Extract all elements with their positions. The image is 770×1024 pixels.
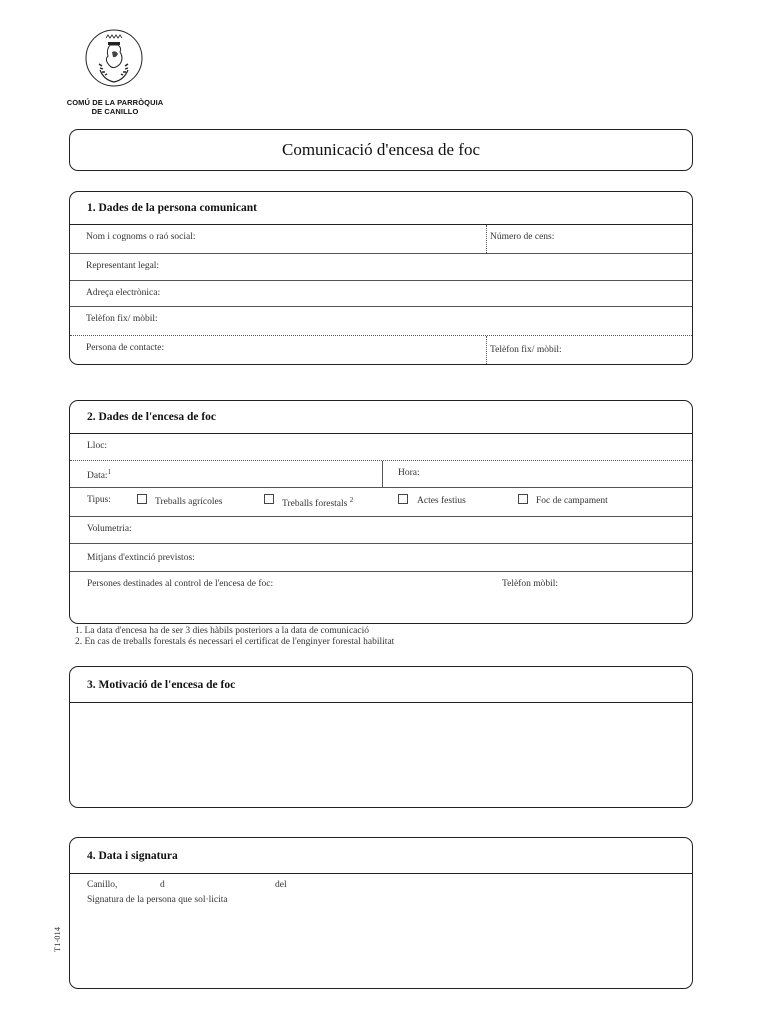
row-volume — [70, 517, 692, 544]
footnote-1: 1. La data d'encesa ha de ser 3 dies hàbils posteriors a la data de comunicació — [75, 626, 369, 636]
organization-name — [60, 98, 170, 116]
option-agricultural-label: Treballs agrícoles — [155, 497, 223, 507]
option-festivities-label: Actes festius — [417, 496, 466, 506]
type-label: Tipus: — [87, 495, 111, 505]
option-campfire-label: Foc de campament — [536, 496, 608, 506]
motivation-textarea[interactable] — [70, 703, 692, 807]
name-field[interactable]: Nom i cognoms o raó social: — [86, 232, 196, 242]
section-4-panel — [69, 837, 693, 989]
checkbox-agricultural[interactable] — [137, 494, 147, 504]
row-representative — [70, 254, 692, 281]
section-2-title: 2. Dades de l'encesa de foc — [70, 401, 692, 434]
checkbox-campfire[interactable] — [518, 494, 528, 504]
legal-representative-field[interactable]: Representant legal: — [86, 261, 160, 271]
date-label: Data: — [87, 471, 108, 482]
row-email — [70, 281, 692, 307]
checkbox-forestry[interactable] — [264, 494, 274, 504]
day-text: d — [160, 880, 165, 890]
footnotes — [75, 626, 394, 647]
divider — [382, 461, 383, 487]
time-field[interactable]: Hora: — [398, 468, 420, 478]
extinction-means-field[interactable]: Mitjans d'extinció previstos: — [87, 553, 195, 563]
row-name — [70, 225, 692, 254]
divider — [486, 336, 487, 364]
row-date-time — [70, 461, 692, 488]
place-text: Canillo, — [87, 880, 118, 890]
mobile-phone-field[interactable]: Telèfon mòbil: — [502, 579, 559, 589]
control-persons-field[interactable]: Persones destinades al control de l'encesa de foc: — [87, 579, 274, 589]
row-means — [70, 544, 692, 572]
row-persons — [70, 572, 692, 622]
section-2-panel — [69, 400, 693, 624]
row-type — [70, 488, 692, 517]
section-3-panel — [69, 666, 693, 808]
form-title: Comunicació d'encesa de foc — [69, 129, 693, 171]
option-forestry-text: Treballs forestals — [282, 499, 348, 510]
place-field[interactable]: Lloc: — [87, 441, 108, 451]
row-contact — [70, 336, 692, 364]
org-line-2: DE CANILLO — [91, 107, 139, 116]
census-number-field[interactable]: Número de cens: — [490, 232, 555, 242]
footnote-1-ref: 1 — [107, 468, 112, 476]
footnote-2: 2. En cas de treballs forestals és necessari el certificat de l'enginyer forestal habilitat — [75, 636, 395, 647]
email-field[interactable]: Adreça electrònica: — [86, 288, 161, 298]
contact-person-field[interactable]: Persona de contacte: — [86, 343, 165, 353]
signature-area[interactable] — [70, 874, 692, 988]
date-field[interactable] — [87, 468, 111, 481]
section-4-title: 4. Data i signatura — [70, 838, 692, 874]
form-code: T1-014 — [52, 926, 62, 952]
divider — [486, 225, 487, 253]
row-place — [70, 434, 692, 461]
row-phone — [70, 307, 692, 336]
section-1-panel — [69, 191, 693, 365]
option-forestry-label — [282, 496, 353, 509]
volume-field[interactable]: Volumetria: — [87, 524, 132, 534]
section-3-title: 3. Motivació de l'encesa de foc — [70, 667, 692, 703]
signature-label: Signatura de la persona que sol·licita — [87, 895, 228, 905]
parish-seal-logo — [84, 28, 144, 88]
contact-phone-field[interactable]: Telèfon fix/ mòbil: — [490, 345, 562, 355]
section-1-title: 1. Dades de la persona comunicant — [70, 192, 692, 225]
org-line-1: COMÚ DE LA PARRÒQUIA — [66, 98, 164, 107]
checkbox-festivities[interactable] — [398, 494, 408, 504]
phone-field[interactable]: Telèfon fix/ mòbil: — [86, 314, 158, 324]
footnote-2-ref: 2 — [349, 496, 354, 504]
year-text: del — [275, 880, 287, 890]
